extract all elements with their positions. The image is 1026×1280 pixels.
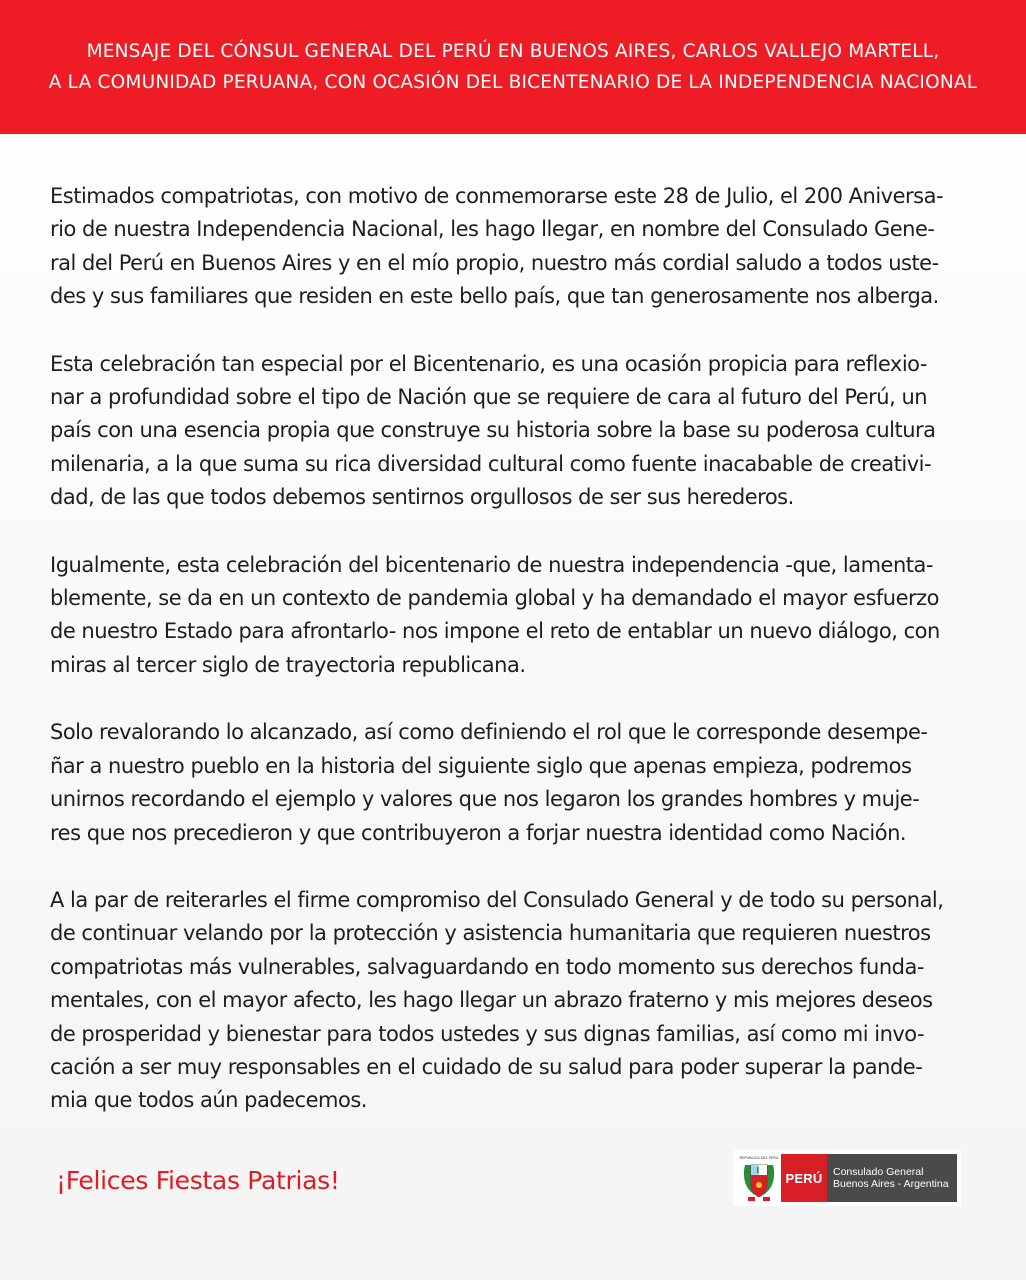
text-line: milenaria, a la que suma su rica diversidad cultural como fuente inacabable de creativi- xyxy=(50,451,932,476)
text-line: rio de nuestra Independencia Nacional, les hago llegar, en nombre del Consulado Gene- xyxy=(50,217,935,242)
consulate-logo xyxy=(733,1150,961,1206)
text-line: mia que todos aún padecemos. xyxy=(50,1088,367,1113)
text-line: blemente, se da en un contexto de pandemia global y ha demandado el mayor esfuerzo xyxy=(50,586,940,611)
paragraph-commitment xyxy=(50,884,1000,1118)
header-title-line-2: A LA COMUNIDAD PERUANA, CON OCASIÓN DEL BICENTENARIO DE LA INDEPENDENCIA NACIONAL xyxy=(48,72,978,93)
message-body xyxy=(50,180,1000,1152)
paragraph-greeting xyxy=(50,180,1000,314)
text-line: des y sus familiares que residen en este bello país, que tan generosamente nos alberga. xyxy=(50,284,939,309)
text-line: nar a profundidad sobre el tipo de Nación que se requiere de cara al futuro del Perú, un xyxy=(50,385,928,410)
text-line: cación a ser muy responsables en el cuidado de su salud para poder superar la pande- xyxy=(50,1054,923,1079)
text-line: Esta celebración tan especial por el Bicentenario, es una ocasión propicia para reflexio- xyxy=(50,351,927,376)
consulado-line-1: Consulado General xyxy=(833,1166,924,1178)
text-line: miras al tercer siglo de trayectoria republicana. xyxy=(50,652,526,677)
paragraph-reflection xyxy=(50,348,1000,515)
text-line: res que nos precedieron y que contribuyeron a forjar nuestra identidad como Nación. xyxy=(50,820,907,845)
paragraph-identity xyxy=(50,716,1000,850)
text-line: A la par de reiterarles el firme compromiso del Consulado General y de todo su personal, xyxy=(50,887,944,912)
text-line: ral del Perú en Buenos Aires y en el mío propio, nuestro más cordial saludo a todos uste- xyxy=(50,250,939,275)
text-line: ñar a nuestro pueblo en la historia del siguiente siglo que apenas empieza, podremos xyxy=(50,753,912,778)
header-title-line-1: MENSAJE DEL CÓNSUL GENERAL DEL PERÚ EN BUENOS AIRES, CARLOS VALLEJO MARTELL, xyxy=(86,41,940,62)
header-banner xyxy=(0,0,1026,134)
consulado-label-box xyxy=(827,1154,957,1202)
text-line: mentales, con el mayor afecto, les hago llegar un abrazo fraterno y mis mejores deseos xyxy=(50,988,933,1013)
peru-label: PERÚ xyxy=(785,1170,823,1186)
text-line: dad, de las que todos debemos sentirnos orgullosos de ser sus herederos. xyxy=(50,485,794,510)
text-line: Solo revalorando lo alcanzado, así como definiendo el rol que le corresponde desempe- xyxy=(50,720,928,745)
text-line: compatriotas más vulnerables, salvaguardando en todo momento sus derechos funda- xyxy=(50,954,924,979)
closing-greeting: ¡Felices Fiestas Patrias! xyxy=(56,1166,340,1195)
coat-of-arms-icon xyxy=(739,1153,779,1203)
peru-label-box xyxy=(781,1154,827,1202)
text-line: de prosperidad y bienestar para todos ustedes y sus dignas familias, así como mi invo- xyxy=(50,1021,925,1046)
text-line: país con una esencia propia que construye su historia sobre la base su poderosa cultura xyxy=(50,418,936,443)
text-line: de continuar velando por la protección y asistencia humanitaria que requieren nuestros xyxy=(50,921,931,946)
text-line: Estimados compatriotas, con motivo de conmemorarse este 28 de Julio, el 200 Aniversa- xyxy=(50,184,944,208)
text-line: unirnos recordando el ejemplo y valores que nos legaron los grandes hombres y muje- xyxy=(50,787,920,812)
text-line: de nuestro Estado para afrontarlo- nos impone el reto de entablar un nuevo diálogo, con xyxy=(50,619,940,644)
svg-text:REPÚBLICA DEL PERÚ: REPÚBLICA DEL PERÚ xyxy=(739,1156,779,1160)
text-line: Igualmente, esta celebración del bicentenario de nuestra independencia -que, lamenta- xyxy=(50,552,933,577)
consulado-line-2: Buenos Aires - Argentina xyxy=(833,1178,949,1190)
paragraph-pandemic xyxy=(50,549,1000,683)
